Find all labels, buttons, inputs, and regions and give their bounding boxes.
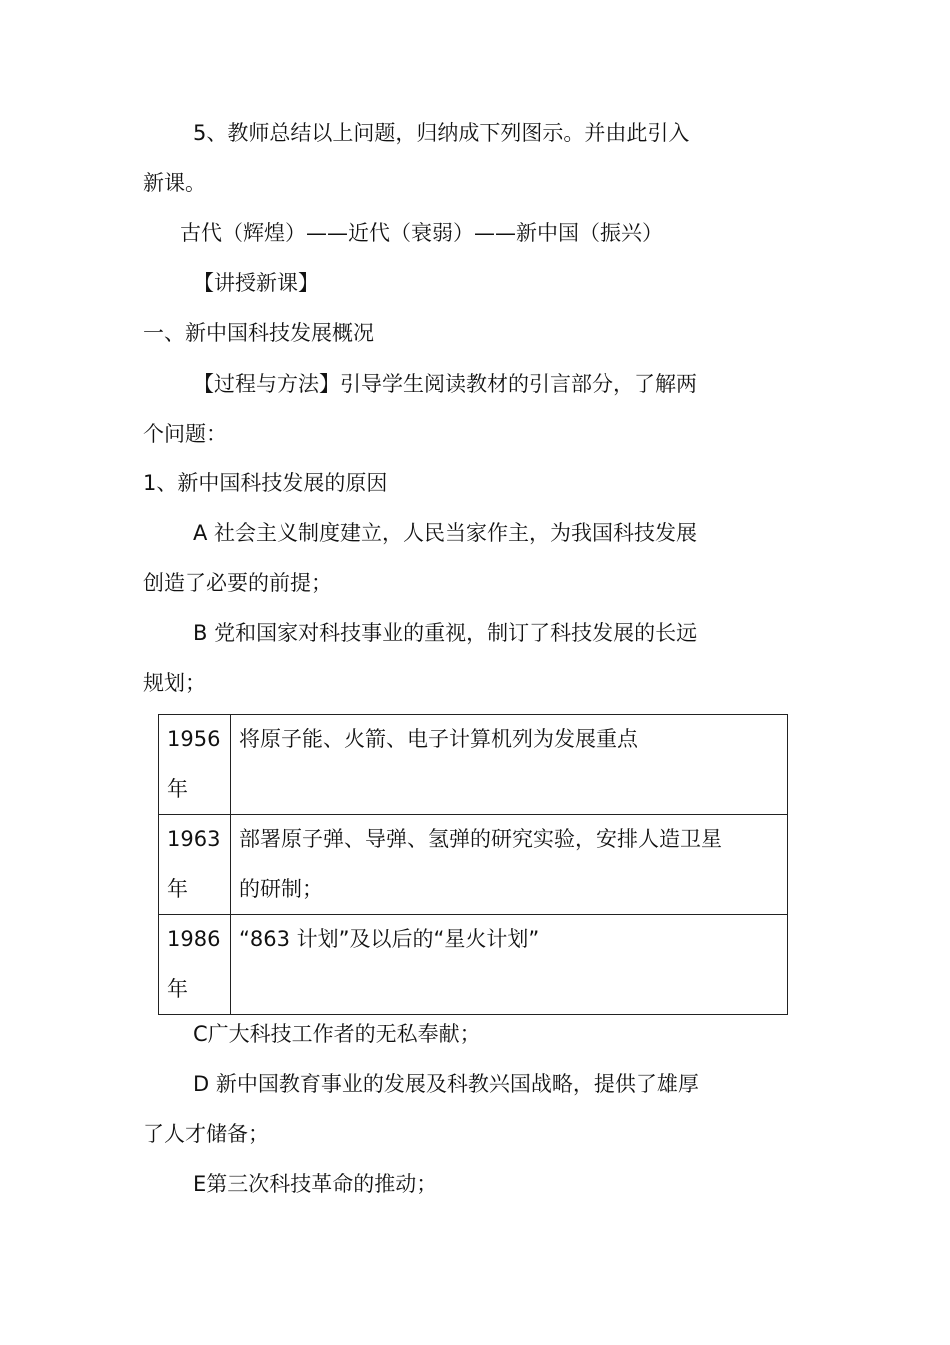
year-cell: 1963年 (159, 815, 231, 915)
table-row (159, 815, 788, 915)
paragraph-line: 个问题： (143, 422, 227, 446)
paragraph-line: 古代（辉煌）——近代（衰弱）——新中国（振兴） (180, 221, 663, 245)
paragraph-line: 创造了必要的前提； (143, 571, 332, 595)
table-row (159, 915, 788, 1015)
description-cell: 将原子能、火箭、电子计算机列为发展重点 (231, 715, 788, 815)
paragraph-line: 5、教师总结以上问题，归纳成下列图示。并由此引入 (193, 121, 690, 145)
paragraph-line: C广大科技工作者的无私奉献； (193, 1022, 481, 1046)
paragraph-line: A 社会主义制度建立，人民当家作主，为我国科技发展 (193, 521, 698, 545)
subsection-title: 1、新中国科技发展的原因 (143, 471, 388, 495)
year-cell: 1986年 (159, 915, 231, 1015)
table-row (159, 715, 788, 815)
paragraph-line: 规划； (143, 671, 206, 695)
section-title: 一、新中国科技发展概况 (143, 321, 374, 345)
plan-table (158, 714, 788, 1015)
paragraph-line: 了人才储备； (143, 1122, 269, 1146)
paragraph-line: D 新中国教育事业的发展及科教兴国战略，提供了雄厚 (193, 1072, 699, 1096)
paragraph-line: B 党和国家对科技事业的重视，制订了科技发展的长远 (193, 621, 698, 645)
paragraph-line: E第三次科技革命的推动； (193, 1172, 438, 1196)
description-cell: 部署原子弹、导弹、氢弹的研究实验，安排人造卫星的研制； (231, 815, 788, 915)
paragraph-line: 【过程与方法】引导学生阅读教材的引言部分，了解两 (193, 372, 697, 396)
description-cell: “863 计划”及以后的“星火计划” (231, 915, 788, 1015)
paragraph-line: 新课。 (143, 171, 206, 195)
year-cell: 1956年 (159, 715, 231, 815)
section-heading: 【讲授新课】 (193, 271, 319, 295)
